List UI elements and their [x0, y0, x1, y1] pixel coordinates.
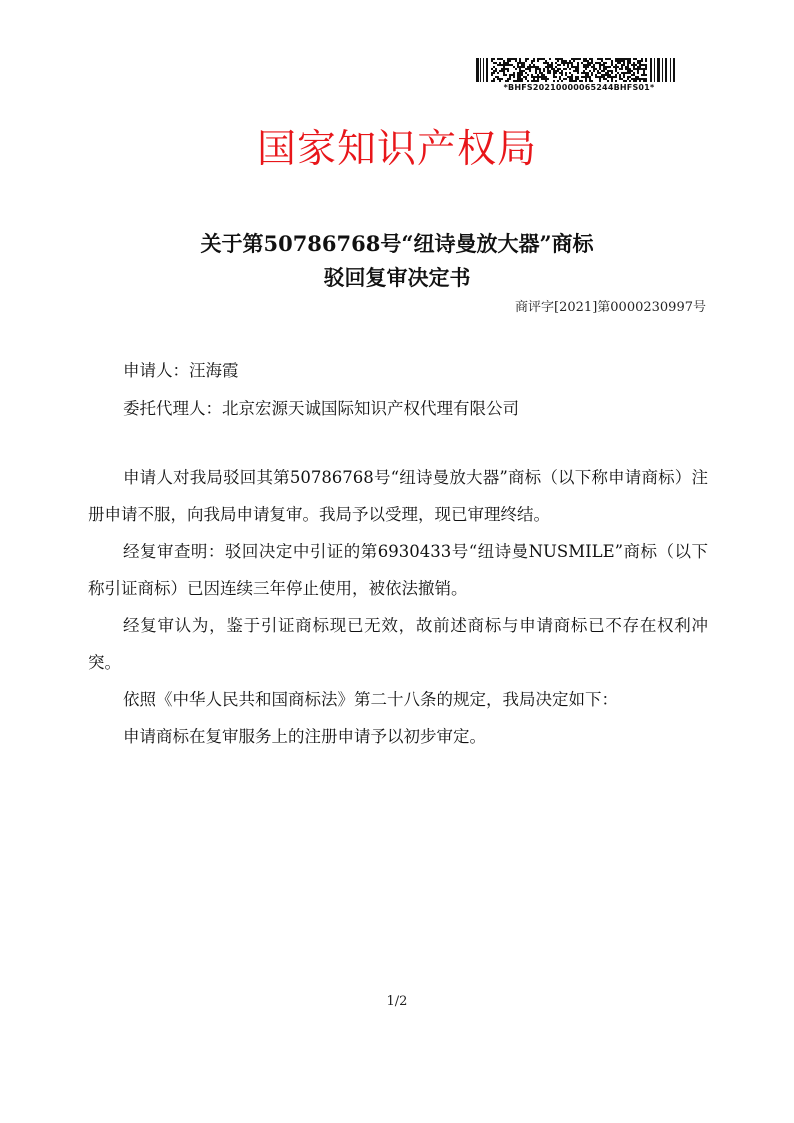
applicant-line: 申请人：汪海霞 [123, 361, 239, 380]
barcode-number: *BHFS20210000065244BHFS01* [503, 83, 655, 92]
paragraph-reasoning: 经复审认为，鉴于引证商标现已无效，故前述商标与申请商标已不存在权利冲突。 [88, 616, 708, 672]
document-title-line-2: 驳回复审决定书 [323, 265, 471, 290]
issuing-authority: 国家知识产权局 [256, 127, 537, 172]
paragraph-decision: 申请商标在复审服务上的注册申请予以初步审定。 [123, 727, 486, 746]
paragraph-background: 申请人对我局驳回其第50786768号“纽诗曼放大器”商标（以下称申请商标）注册申请不服，向我局申请复审。我局予以受理，现已审理终结。 [88, 468, 708, 524]
barcode [473, 58, 685, 98]
paragraph-findings: 经复审查明：驳回决定中引证的第6930433号“纽诗曼NUSMILE”商标（以下称引证商标）已因连续三年停止使用，被依法撤销。 [88, 542, 708, 598]
barcode-graphic [476, 58, 676, 82]
page-number: 1/2 [386, 994, 408, 1009]
document-title-line-1: 关于第50786768号“纽诗曼放大器”商标 [200, 231, 594, 256]
agent-line: 委托代理人：北京宏源天诚国际知识产权代理有限公司 [123, 399, 519, 418]
decision-number: 商评字[2021]第0000230997号 [515, 300, 706, 315]
paragraph-legal-basis: 依照《中华人民共和国商标法》第二十八条的规定，我局决定如下： [123, 690, 618, 709]
decision-body [88, 459, 708, 755]
